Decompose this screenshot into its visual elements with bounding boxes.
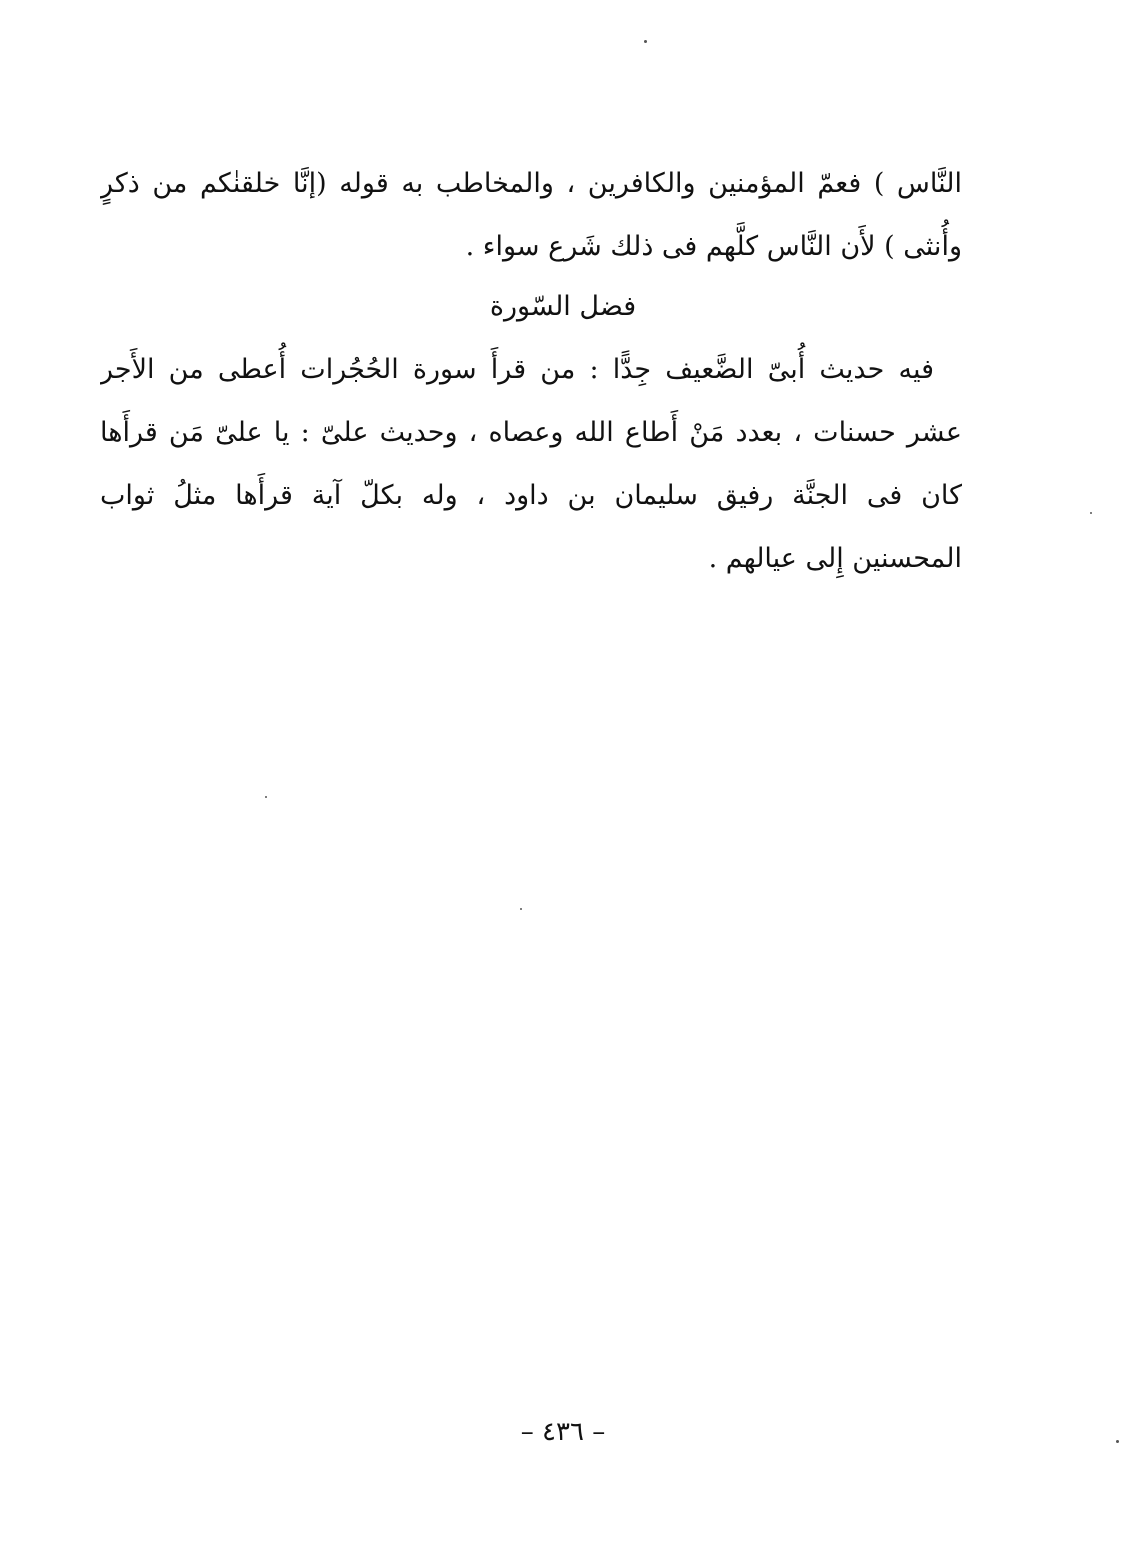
text-line: عشر حسنات ، بعدد مَنْ أَطاع الله وعصاه ، وحديث علىّ : يا علىّ مَن قرأَها <box>100 417 962 448</box>
page-number: – ٤٣٦ – <box>520 1417 606 1447</box>
text-line: كان فى الجنَّة رفيق سليمان بن داود ، وله بكلّ آية قرأَها مثلُ ثواب <box>100 480 962 511</box>
text-line: وأُنثى ) لأَن النَّاس كلَّهم فى ذلك شَرع سواء . <box>465 231 962 262</box>
scan-speck <box>644 40 647 43</box>
scan-speck <box>265 796 267 798</box>
body-paragraph <box>100 338 962 590</box>
section-heading: فضل السّورة <box>489 291 637 322</box>
text-line: المحسنين إِلى عيالهم . <box>708 543 962 574</box>
scan-speck <box>520 908 522 910</box>
text-line: فيه حديث أُبىّ الضَّعيف جِدًّا : من قرأَ سورة الحُجُرات أُعطى من الأَجر <box>100 354 934 385</box>
text-line: النَّاس ) فعمّ المؤمنين والكافرين ، والمخاطب به قوله (إنَّا خلقنٰكم من ذكرٍ <box>100 168 962 199</box>
opening-paragraph <box>100 152 962 278</box>
scan-speck <box>1090 512 1092 514</box>
